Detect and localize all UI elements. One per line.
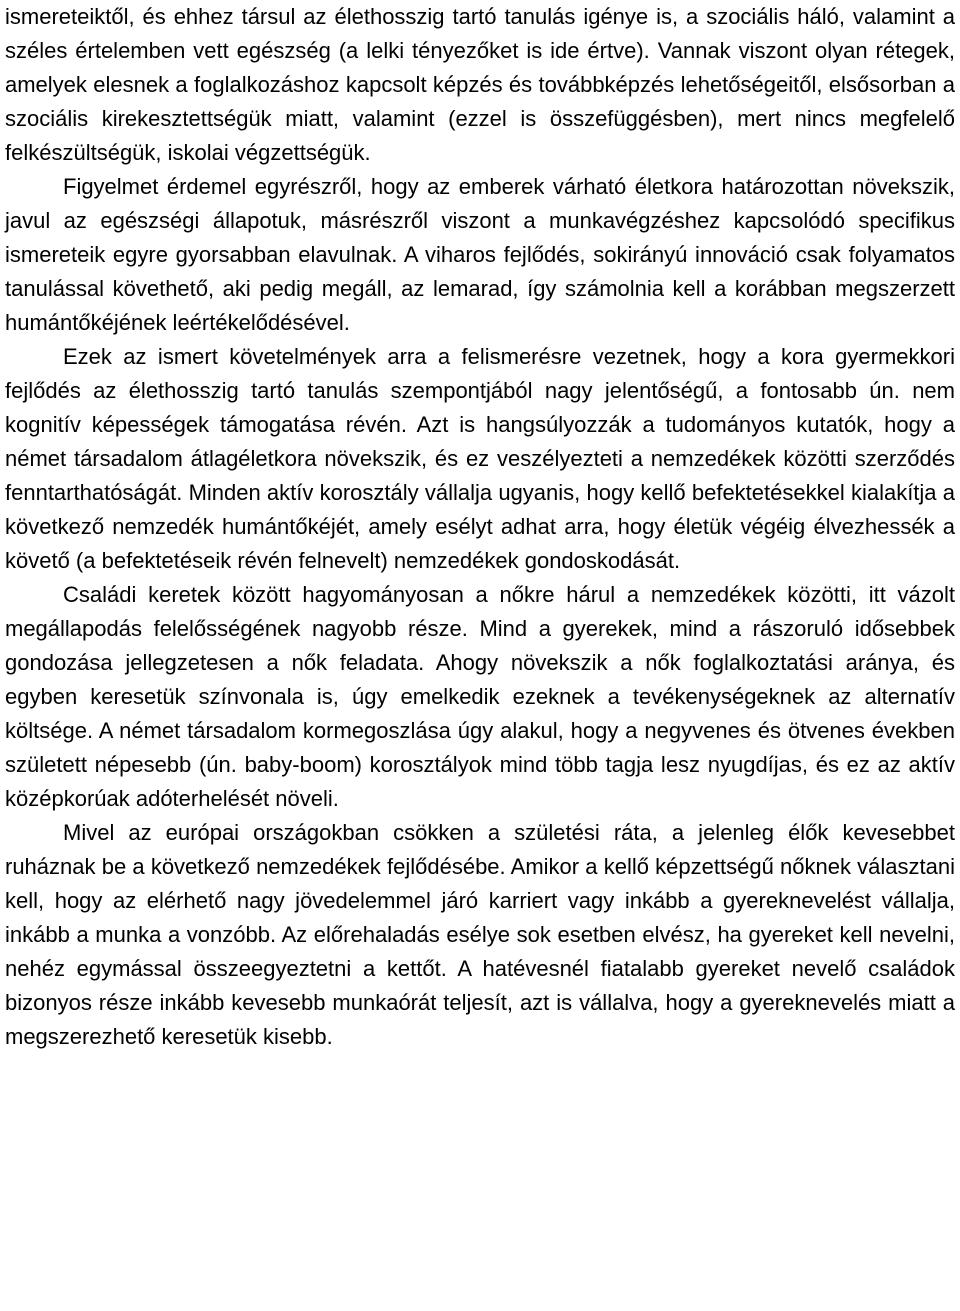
paragraph-3: Ezek az ismert követelmények arra a felismerésre vezetnek, hogy a kora gyermekkori fejlődés az élethosszig tartó tanulás szempontjából nagy jelentőségű, a fontosabb ún. nem kognitív képességek támogatása révén. Azt is hangsúlyozzák a tudományos kutatók, hogy a német társadalom átlagéletkora növekszik, és ez veszélyezteti a nemzedékek közötti szerződés fenntarthatóságát. Minden aktív korosztály vállalja ugyanis, hogy kellő befektetésekkel kialakítja a következő nemzedék humántőkéjét, amely esélyt adhat arra, hogy életük végéig élvezhessék a követő (a befektetéseik révén felnevelt) nemzedékek gondoskodását.	[5, 344, 955, 573]
paragraph-5: Mivel az európai országokban csökken a születési ráta, a jelenleg élők kevesebbet ruháznak be a következő nemzedékek fejlődésébe. Amikor a kellő képzettségű nőknek választani kell, hogy az elérhető nagy jövedelemmel járó karriert vagy inkább a gyereknevelést vállalja, inkább a munka a vonzóbb. Az előrehaladás esélye sok esetben elvész, ha gyereket kell nevelni, nehéz egymással összeegyeztetni a kettőt. A hatévesnél fiatalabb gyereket nevelő családok bizonyos része inkább kevesebb munkaórát teljesít, azt is vállalva, hogy a gyereknevelés miatt a megszerezhető keresetük kisebb.	[5, 820, 955, 1049]
paragraph-4: Családi keretek között hagyományosan a nőkre hárul a nemzedékek közötti, itt vázolt megállapodás felelősségének nagyobb része. Mind a gyerekek, mind a rászoruló idősebbek gondozása jellegzetesen a nők feladata. Ahogy növekszik a nők foglalkoztatási aránya, és egyben keresetük színvonala is, úgy emelkedik ezeknek a tevékenységeknek az alternatív költsége. A német társadalom kormegoszlása úgy alakul, hogy a negyvenes és ötvenes években született népesebb (ún. baby-boom) korosztályok mind több tagja lesz nyugdíjas, és ez az aktív középkorúak adóterhelését növeli.	[5, 582, 955, 811]
paragraph-2: Figyelmet érdemel egyrészről, hogy az emberek várható életkora határozottan növekszik, javul az egészségi állapotuk, másrészről viszont a munkavégzéshez kapcsolódó specifikus ismereteik egyre gyorsabban elavulnak. A viharos fejlődés, sokirányú innováció csak folyamatos tanulással követhető, aki pedig megáll, az lemarad, így számolnia kell a korábban megszerzett humántőkéjének leértékelődésével.	[5, 174, 955, 335]
document-page	[5, 0, 955, 1054]
paragraph-1: ismereteiktől, és ehhez társul az élethosszig tartó tanulás igénye is, a szociális háló, valamint a széles értelemben vett egészség (a lelki tényezőket is ide értve). Vannak viszont olyan rétegek, amelyek elesnek a foglalkozáshoz kapcsolt képzés és továbbképzés lehetőségeitől, elsősorban a szociális kirekesztettségük miatt, valamint (ezzel is összefüggésben), mert nincs megfelelő felkészültségük, iskolai végzettségük.	[5, 4, 955, 165]
